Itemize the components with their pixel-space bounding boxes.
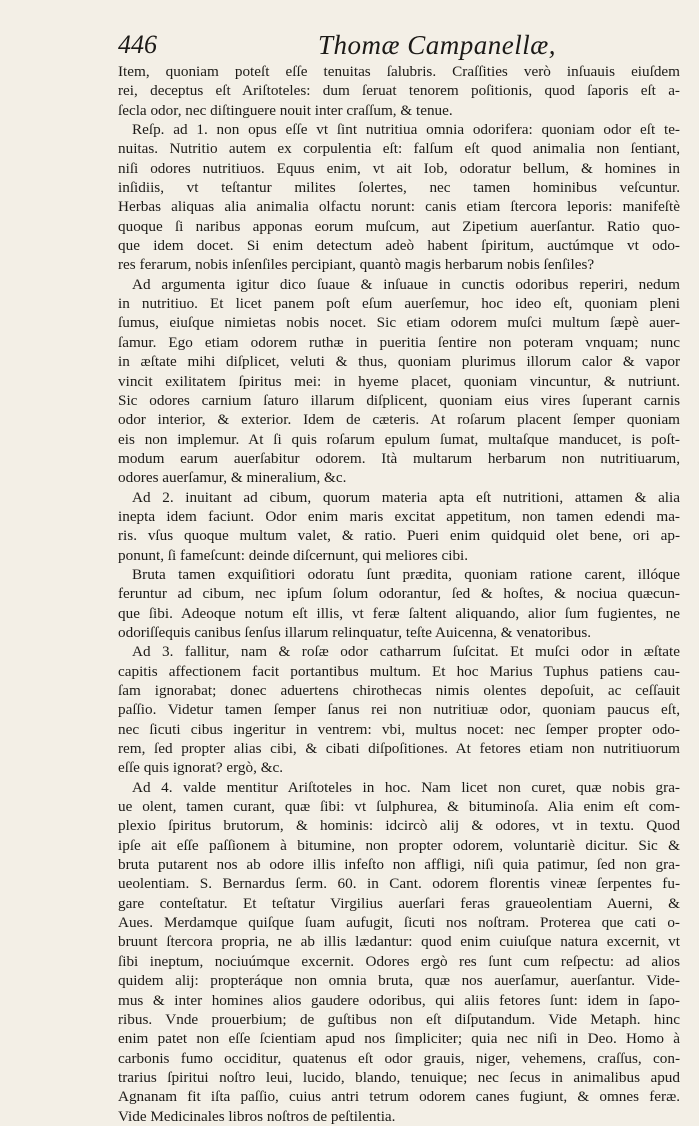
text-line: modum earum auerſabitur odorem. Ità multarum herbarum non nutritiuarum, [118,449,680,467]
paragraph [118,488,680,565]
text-line: Bruta tamen exquiſitiori odoratu ſunt prædita, quoniam ratione carent, illóque [132,565,680,583]
text-line: Reſp. ad 1. non opus eſſe vt ſint nutritiua omnia odorifera: quoniam odor eſt te- [132,121,680,139]
text-line: ueolentiam. S. Bernardus ſerm. 60. in Cant. odorem florentis vineæ ſerpentes fu- [118,875,680,893]
text-line: rei, deceptus eſt Ariſtoteles: dum ſeruat tenorem poſitionis, quod ſaporis eſt a- [118,82,680,100]
running-title: Thomæ Campanellæ, [318,30,557,60]
text-line: eſſe quis ignorat? ergò, &c. [118,759,284,777]
text-line: capitis affectionem facit portantibus multum. Et hoc Marius Tuphus patiens cau- [118,662,680,680]
text-line: bruunt ſtercora propria, ne ab illis lædantur: quod enim cuiuſque natura excernit, vt [118,933,680,951]
text-line: Ad argumenta igitur dico ſuaue & inſuaue in cunctis odoribus reperiri, nedum [132,275,680,293]
text-line: ſam ignorabat; donec aduertens chirothecas nimis olentes depoſuit, ac ceſſauit [118,682,680,699]
text-line: Sic odores carnium ſaturo illarum diſplicent, quoniam eius vires ſuperant carnis [118,391,680,409]
body-text [118,62,680,1126]
text-line: ponunt, ſi fameſcunt: deinde diſcernunt, qui meliores cibi. [118,546,469,564]
page-header [118,28,678,62]
text-line: in æſtate mihi diſplicet, veluti & thus, quoniam plurimus illorum calor & vapor [118,353,680,371]
text-line: Ad 2. inuitant ad cibum, quorum materia apta eſt nutritioni, attamen & alia [132,488,680,506]
paragraph [118,275,680,488]
text-line: que idem docet. Si enim detectum adeò habent ſpiritum, auctúmque vt odo- [118,237,680,255]
text-line: ipſe ait eſſe paſſionem à bitumine, non propter odorem, voluntariè dicitur. Sic & [118,836,680,854]
text-line: nec ſicuti cibus ingeritur in ventrem: vbi, multus nocet: nec ſemper propter odo- [118,720,680,738]
text-line: quidem alij: propteráque non omnia bruta, quæ nos auerſamur, auerſantur. Vide- [118,972,680,990]
text-line: Item, quoniam poteſt eſſe tenuitas ſalubris. Craſſities verò inſuauis eiuſdem [118,63,680,80]
text-line: ris. vſus quoque multum valet, & ratio. Pueri enim quidquid olet bene, ori ap- [118,527,680,545]
text-line: Ad 3. fallitur, nam & roſæ odor catharrum ſuſcitat. Et muſci odor in æſtate [132,643,680,661]
text-line: bruta putarent nos ab odore illis infeſto non affligi, niſi quia patimur, ſed non gra- [118,856,680,874]
text-line: ue olent, tamen curant, quæ ſibi: vt ſulphurea, & bituminoſa. Alia enim eſt com- [118,798,680,816]
text-line: niſi odores nutritiuos. Equus enim, vt ait Iob, odoratur bellum, & homines in [118,159,680,177]
text-line: nuitas. Nutritio autem ex corpulentia eſt: falſum eſt quod animalia non ſentiant, [118,140,680,158]
text-line: ribus. Vnde prouerbium; de guſtibus non eſt diſputandum. Vide Metaph. hinc [118,1010,680,1028]
text-line: eis non implemur. At ſi quis roſarum epulum ſumat, multaſque manducet, is poſt- [118,430,680,448]
text-line: gare conteſtatur. Et teſtatur Virgilius auerſari feras graueolentiam Auerni, & [118,894,680,912]
paragraph [118,642,680,777]
text-line: plexio ſpiritus brutorum, & hominis: idcircò alij & odores, vt in textu. Quod [118,817,680,835]
text-line: Ad 4. valde mentitur Ariſtoteles in hoc. Nam licet non curet, quæ nobis gra- [132,778,680,796]
text-line: Herbas aliquas alia animalia olfactu norunt: canis etiam ſtercora leporis: manifeſtè [118,198,680,216]
text-line: res ferarum, nobis inſenſiles percipiant, quantò magis herbarum nobis ſenſiles? [118,256,595,274]
paragraph [118,565,680,642]
text-line: rem, ſed propter alias cibi, & cibati diſpoſitiones. At fetores etiam non nutritiuorum [118,740,680,758]
text-line: inſidiis, vt teſtantur milites ſolertes, nec tamen hominibus veſcuntur. [118,179,680,197]
text-line: vincit exilitatem ſpiritus mei: in hyeme placet, quoniam vincuntur, & nutriunt. [118,372,680,390]
text-line: ſibi ineptum, nociuúmque excernit. Odores ergò res ſunt cum reſpectu: ad alios [118,952,680,970]
text-line: mus & inter homines alios gaudere odoribus, qui aliis fetores ſunt: idem in ſapo- [118,991,680,1009]
text-line: odores auerſamur, & mineralium, &c. [118,469,347,487]
text-line: ſecla odor, nec diſtinguere nouit inter craſſum, & tenue. [118,101,453,119]
text-line: inepta idem faciunt. Odor enim maris excitat appetitum, non tamen edendi ma- [118,507,680,525]
text-line: feruntur ad cibum, nec ipſum ſolum odorantur, ſed & hoſtes, & nociua quæcun- [118,585,680,603]
text-line: que ſibi. Adeoque notum eſt illis, vt feræ ſaltent aliquando, alior ſum fugientes, ne [118,604,680,622]
text-line: ſamur. Ego etiam odorem ruthæ in pueritia ſentire non poteram vnquam; nunc [118,333,680,351]
text-line: Agnanam fit iſta paſſio, cuius antri tetrum odorem canes fugiunt, & omnes feræ. [118,1088,680,1106]
paragraph [118,62,680,120]
text-line: trarius ſpiritui noſtro leui, lucido, blando, tenuique; nec ſecus in animalibus apud [118,1068,680,1086]
paragraph [118,120,680,275]
page-number: 446 [118,30,157,59]
text-line: Vide Medicinales libros noſtros de peſtilentia. [118,1107,396,1125]
text-line: paſſio. Videtur tamen ſemper ſanus rei non nutritiuæ odor, quoniam paucus eſt, [118,701,680,719]
text-line: odoriſſequis canibus ſenſus illarum relinquatur, teſte Auicenna, & venatoribus. [118,623,592,641]
text-line: in nutritiuo. Et licet panem poſt eſum auerſemur, hoc ideo eſt, quoniam pleni [118,295,680,313]
text-line: ſumus, eiuſque nimietas nobis nocet. Sic etiam odorem muſci multum ſæpè auer- [118,314,680,332]
text-line: Aues. Merdamque quiſque ſuam aufugit, ſicuti nos noſtram. Proterea que cati o- [118,914,680,932]
text-line: quoque ſi naribus apponas eorum muſcum, aut Zipetium auerſantur. Ratio quo- [118,217,680,235]
text-line: odor interior, & exterior. Idem de cæteris. At roſarum placent ſemper quoniam [118,411,680,429]
paragraph [118,778,680,1126]
text-line: carbonis fumo occiditur, quatenus eſt odor grauis, niger, vehemens, craſſus, con- [118,1049,680,1067]
text-line: enim patet non eſſe ſcientiam apud nos ſimpliciter; quia nec niſi in Deo. Homo à [118,1030,680,1048]
